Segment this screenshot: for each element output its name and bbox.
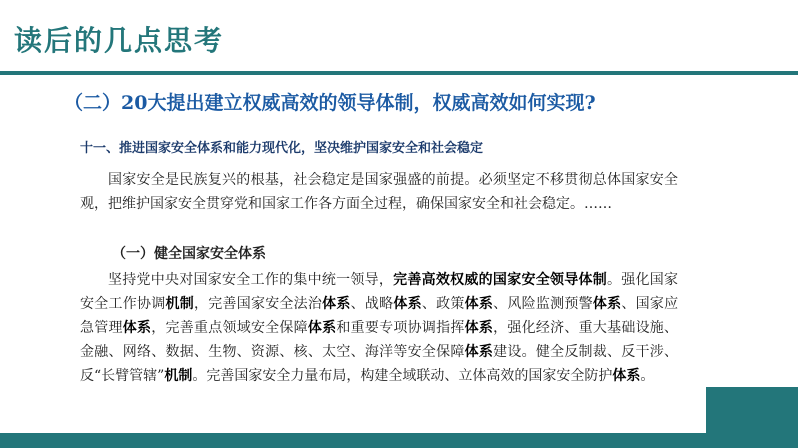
- section-heading: 十一、推进国家安全体系和能力现代化，坚决维护国家安全和社会稳定: [80, 141, 484, 156]
- emphasis-run: 体系: [592, 296, 622, 312]
- text-run: 。: [640, 368, 655, 384]
- emphasis-run: 体系: [307, 320, 337, 336]
- text-run: 、风险监测预警: [493, 296, 593, 312]
- text-run: 、政策: [421, 296, 465, 312]
- footer-bar: [0, 433, 706, 448]
- emphasis-run: 体系: [612, 368, 641, 384]
- text-run: ，完善重点领域安全保障: [151, 320, 308, 336]
- text-run: ，完善国家安全法治: [193, 296, 323, 312]
- emphasis-run: 体系: [393, 296, 422, 312]
- slide-subtitle: （二）20大提出建立权威高效的领导体制，权威高效如何实现?: [64, 92, 596, 114]
- title-divider: [0, 71, 798, 75]
- emphasis-run: 体系: [122, 320, 152, 336]
- text-run: 、国家应急管理: [80, 296, 679, 336]
- emphasis-run: 体系: [322, 296, 351, 312]
- text-run: 。强化国家安全工作协调: [80, 272, 679, 312]
- text-run: 建设。健全反制裁、反干涉、反“长臂管辖”: [80, 344, 679, 384]
- emphasis-run: 机制: [165, 296, 194, 312]
- emphasis-run: 体系: [464, 344, 494, 360]
- text-run: 。完善国家安全力量布局，构建全域联动、立体高效的国家安全防护: [192, 368, 613, 384]
- emphasis-run: 机制: [164, 368, 193, 384]
- sub-heading: （一）健全国家安全体系: [112, 246, 266, 262]
- text-run: ，强化经济、重大基础设施、金融、网络、数据、生物、资源、核、太空、海洋等安全保障: [80, 320, 679, 360]
- paragraph-security-system: [80, 268, 678, 388]
- emphasis-run: 体系: [464, 320, 494, 336]
- emphasis-run: 体系: [464, 296, 494, 312]
- paragraph-national-security: 国家安全是民族复兴的根基，社会稳定是国家强盛的前提。必须坚定不移贯彻总体国家安全观，把维护国家安全贯穿党和国家工作各方面全过程，确保国家安全和社会稳定。……: [80, 172, 678, 212]
- corner-accent-block: [706, 387, 798, 448]
- text-run: 、战略: [350, 296, 394, 312]
- text-run: 坚持党中央对国家安全工作的集中统一领导，: [108, 272, 394, 288]
- emphasis-run: 完善高效权威的国家安全领导体制: [393, 272, 607, 288]
- text-run: 和重要专项协调指挥: [336, 320, 465, 336]
- slide-title: 读后的几点思考: [14, 24, 225, 57]
